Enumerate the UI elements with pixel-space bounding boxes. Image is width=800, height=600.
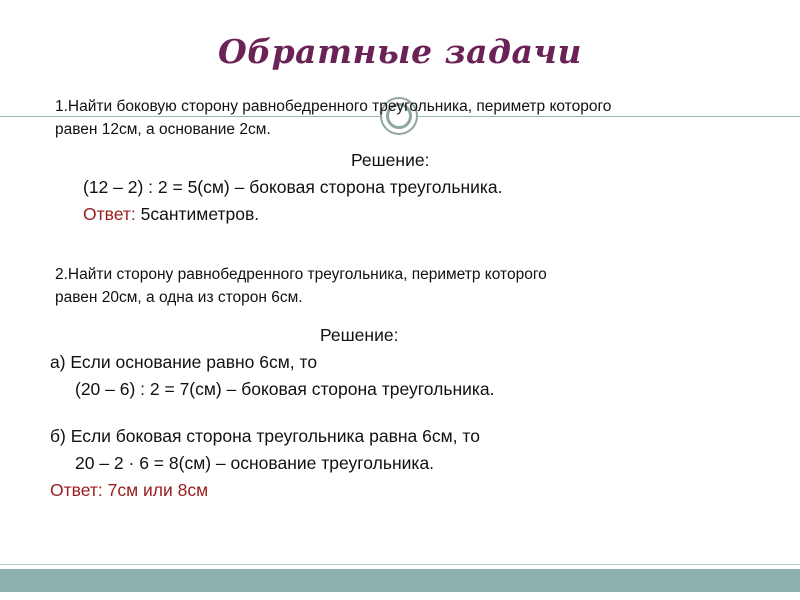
task1-calculation: (12 – 2) : 2 = 5(см) – боковая сторона треугольника.: [83, 177, 503, 197]
task2-case-a: а) Если основание равно 6см, то: [50, 352, 318, 372]
footer-accent-bar: [0, 569, 800, 592]
task2-answer: [50, 480, 208, 501]
task2-case-b: б) Если боковая сторона треугольника равна 6см, то: [50, 426, 480, 446]
footer-divider: [0, 564, 800, 565]
task2-answer-label: Ответ:: [50, 480, 103, 500]
task1-line1: 1.Найти боковую сторону равнобедренного треугольника, периметр которого: [55, 98, 612, 115]
slide-title: Обратные задачи: [218, 32, 582, 71]
task1-solution-label: Решение:: [351, 150, 430, 170]
task2-statement: [55, 263, 547, 309]
task1-answer-value: 5сантиметров.: [135, 204, 260, 224]
task2-line2: равен 20см, а одна из сторон 6см.: [55, 289, 303, 306]
task2-solution-label: Решение:: [320, 325, 399, 345]
task2-calculation-b: 20 – 2 · 6 = 8(см) – основание треугольника.: [75, 453, 435, 473]
task2-calculation-a: (20 – 6) : 2 = 7(см) – боковая сторона треугольника.: [75, 379, 495, 399]
task1-line2: равен 12см, а основание 2см.: [55, 121, 271, 138]
task2-answer-value: 7см или 8см: [102, 480, 209, 500]
task1-statement: [55, 95, 611, 141]
task2-line1: 2.Найти сторону равнобедренного треугольника, периметр которого: [55, 266, 547, 283]
task1-answer-label: Ответ:: [83, 204, 136, 224]
task1-answer: [83, 204, 259, 225]
